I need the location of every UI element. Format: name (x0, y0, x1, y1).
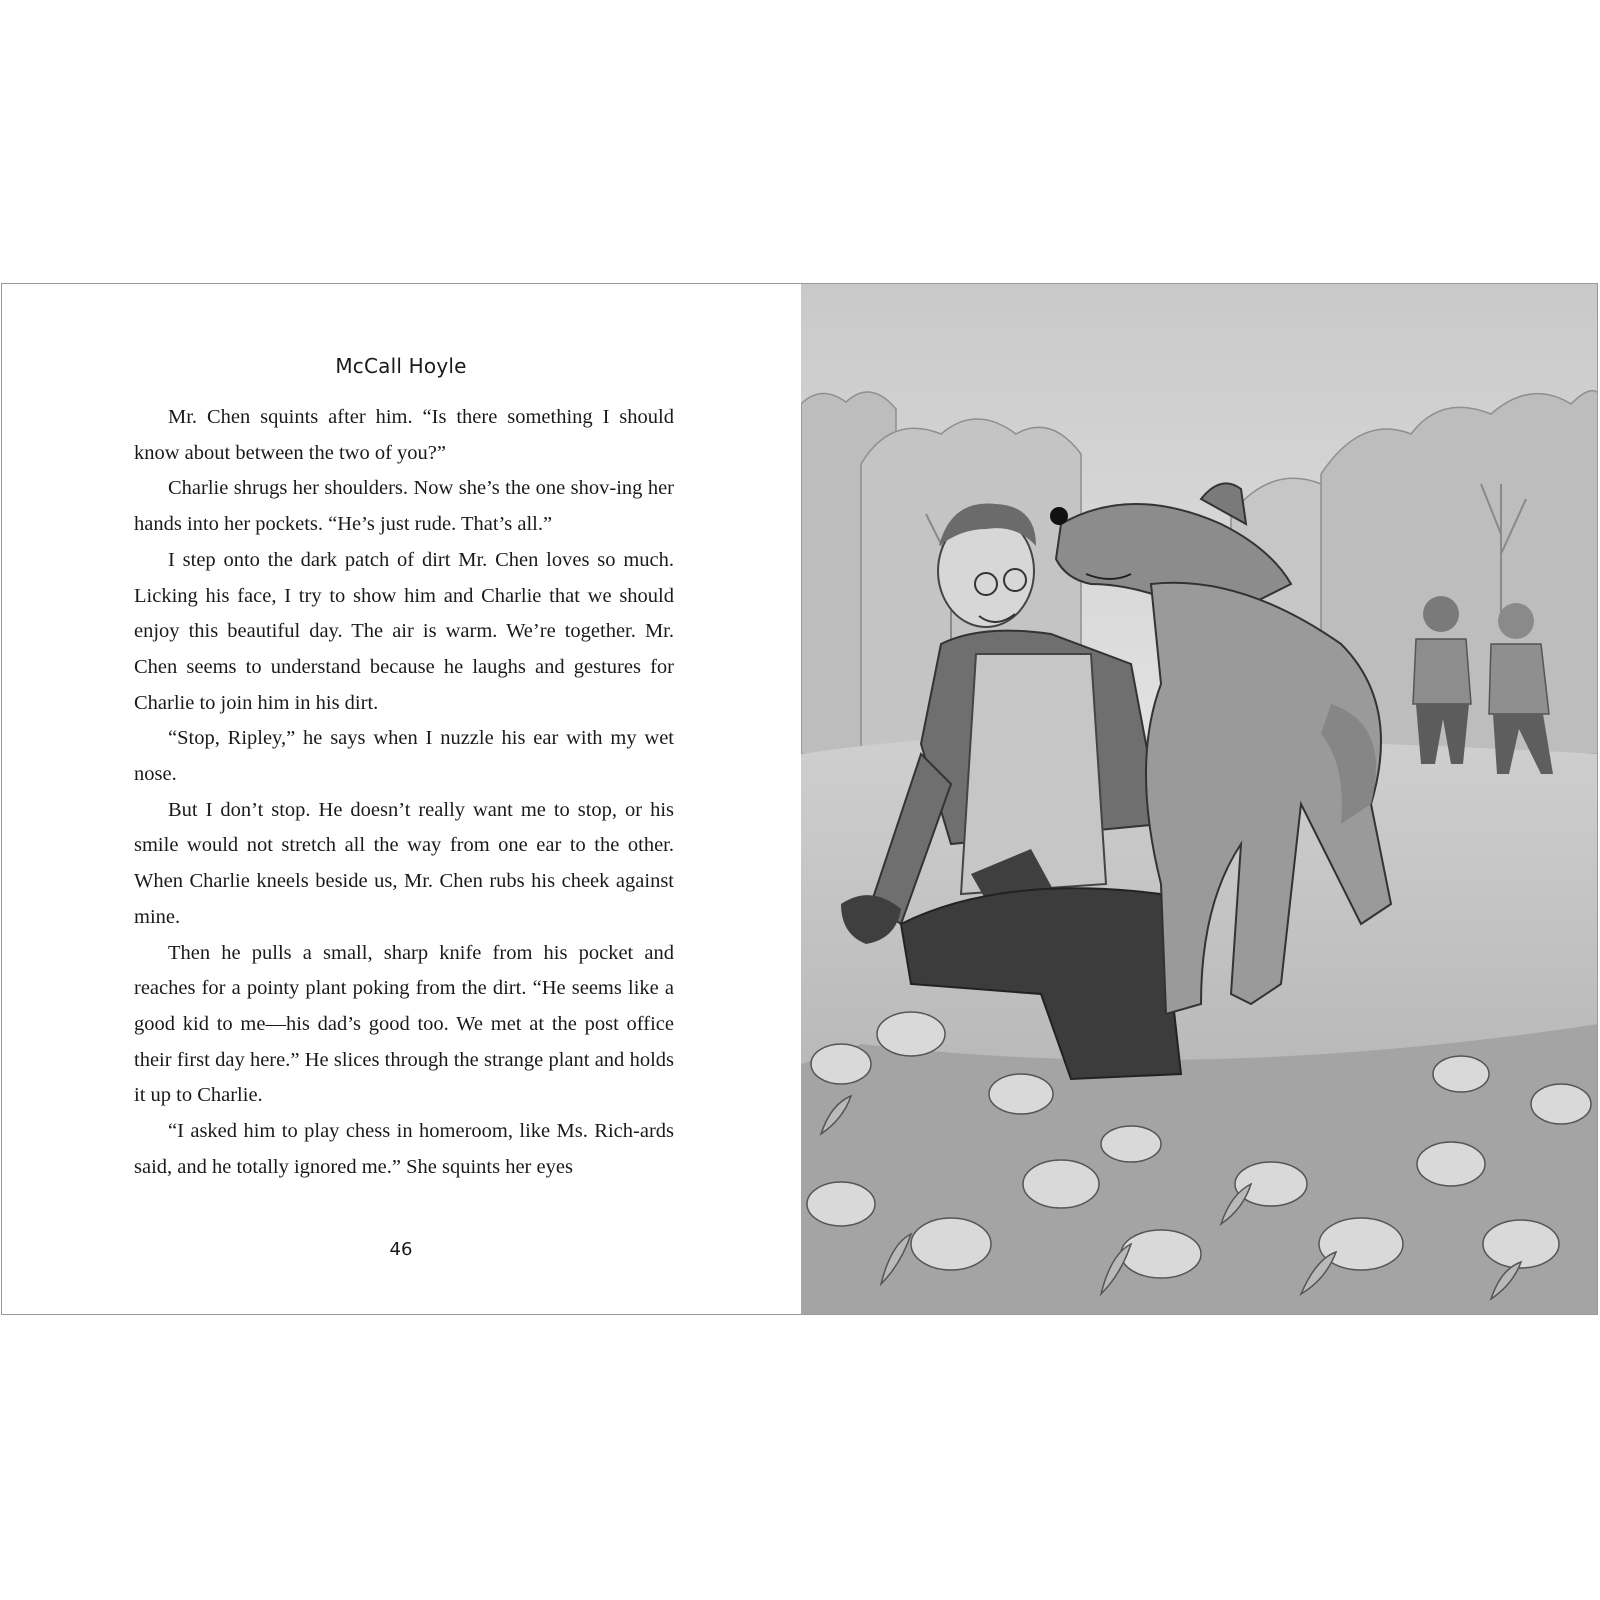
paragraph: Mr. Chen squints after him. “Is there something I should know about between the two of you?” (134, 406, 674, 464)
page-number: 46 (389, 1239, 413, 1260)
paragraph: “I asked him to play chess in homeroom, like Ms. Rich-ards said, and he totally ignored me.” She squints her eyes (134, 1120, 674, 1178)
illustration-art (801, 284, 1598, 1314)
paragraph: Then he pulls a small, sharp knife from his pocket and reaches for a pointy plant poking from the dirt. “He seems like a good kid to me—his dad’s good too. We met at the post office their first day here.” He slices through the strange plant and holds it up to Charlie. (134, 941, 674, 1107)
book-spread (1, 283, 1598, 1315)
paragraph: “Stop, Ripley,” he says when I nuzzle his ear with my wet nose. (134, 727, 674, 786)
paragraph: But I don’t stop. He doesn’t really want me to stop, or his smile would not stretch all the way from one ear to the other. When Charlie kneels beside us, Mr. Chen rubs his cheek against mine. (134, 798, 674, 928)
paragraph: Charlie shrugs her shoulders. Now she’s the one shov-ing her hands into her pockets. “He’s just rude. That’s all.” (134, 477, 674, 536)
running-head: McCall Hoyle (335, 354, 467, 378)
illustration (801, 284, 1598, 1314)
body-text (134, 400, 674, 1185)
paragraph: I step onto the dark patch of dirt Mr. Chen loves so much. Licking his face, I try to show him and Charlie that we should enjoy this beautiful day. The air is warm. We’re together. Mr. Chen seems to understand because he laughs and gestures for Charlie to join him in his dirt. (134, 548, 674, 714)
left-page (2, 284, 800, 1314)
